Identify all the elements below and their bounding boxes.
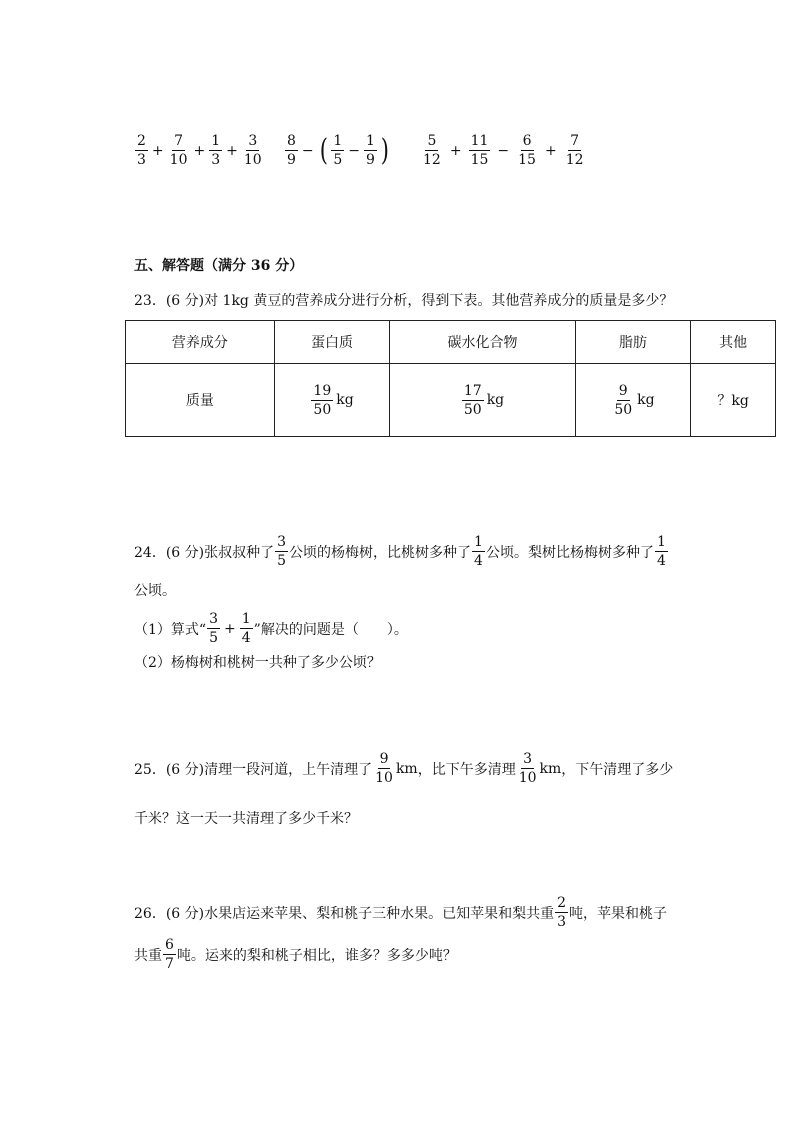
fraction: $\frac{7}{10}$ — [169, 133, 188, 168]
table-row-label: 质量 — [126, 364, 275, 437]
fraction: $\frac{1}{4}$ — [241, 611, 251, 646]
fraction: $\frac{11}{15}$ — [470, 133, 489, 168]
question-24-line-1: 24．(6 分)张叔叔种了 $\frac{3}{5}$ 公顷的杨梅树，比桃树多种了 $\frac{1}{4}$ 公顷。梨树比杨梅树多种了 $\frac{1}{4}$ — [134, 534, 666, 569]
table-header-cell: 营养成分 — [126, 321, 275, 364]
fraction: $\frac{1}{9}$ — [366, 133, 375, 168]
question-25-line-1: 25．(6 分)清理一段河道，上午清理了 $\frac{9}{10}$ km ，比下午多清理 $\frac{3}{10}$ km ，下午清理了多少 — [134, 751, 674, 786]
fraction: $\frac{1}{4}$ — [656, 534, 666, 569]
table-header-cell: 其他 — [691, 321, 776, 364]
question-26-line-1: 26．(6 分)水果店运来苹果、梨和桃子三种水果。已知苹果和梨共重 $\frac{2}{3}$ 吨，苹果和桃子 — [134, 895, 668, 930]
calc-expression-2: $\frac{8}{9}$ − ( $\frac{1}{5}$ − $\frac{1}{9}$ ) — [287, 132, 389, 168]
fraction: $\frac{6}{15}$ — [518, 133, 536, 168]
fraction: $\frac{6}{7}$ — [165, 937, 174, 972]
table-header-cell: 碳水化合物 — [390, 321, 575, 364]
table-cell: $\frac{19}{50}$ kg — [274, 364, 390, 437]
question-25-line-2: 千米？这一天一共清理了多少千米？ — [134, 811, 358, 827]
fraction: $\frac{1}{5}$ — [333, 133, 343, 168]
fraction: $\frac{3}{5}$ — [277, 534, 287, 569]
fraction: $\frac{9}{10}$ — [375, 751, 393, 786]
fraction: $\frac{8}{9}$ — [287, 133, 296, 168]
table-header-cell: 蛋白质 — [274, 321, 390, 364]
fraction: $\frac{1}{4}$ — [474, 534, 483, 569]
question-24-line-2: 公顷。 — [134, 583, 176, 599]
fraction: $\frac{3}{10}$ — [518, 751, 537, 786]
question-24-sub-2: （2）杨梅树和桃树一共种了多少公顷？ — [134, 655, 381, 671]
fraction: $\frac{5}{12}$ — [423, 133, 441, 168]
fraction: $\frac{3}{10}$ — [243, 133, 262, 168]
nutrition-table — [125, 320, 776, 437]
calc-expression-1: $\frac{2}{3}$ + $\frac{7}{10}$ + $\frac{1}{3}$ + $\frac{3}{10}$ — [137, 133, 262, 168]
table-cell: ？kg — [691, 364, 776, 437]
fraction: $\frac{3}{5}$ — [209, 611, 218, 646]
calc-expression-3: $\frac{5}{12}$ + $\frac{11}{15}$ − $\frac{6}{15}$ + $\frac{7}{12}$ — [423, 133, 584, 168]
fraction: $\frac{7}{12}$ — [565, 133, 584, 168]
table-row — [126, 364, 776, 437]
section-heading: 五、解答题（满分 36 分） — [134, 258, 304, 274]
question-24-sub-1: （1）算式“ $\frac{3}{5}$ + $\frac{1}{4}$ ”解决的问题是（ ）。 — [134, 611, 408, 646]
fraction: $\frac{2}{3}$ — [557, 895, 567, 930]
question-23-text: 23．(6 分)对 1kg 黄豆的营养成分进行分析，得到下表。其他营养成分的质量是多少？ — [134, 293, 674, 309]
fraction: $\frac{1}{3}$ — [211, 133, 221, 168]
table-header-cell: 脂肪 — [575, 321, 691, 364]
table-cell: $\frac{17}{50}$ kg — [390, 364, 575, 437]
fraction: $\frac{2}{3}$ — [137, 133, 146, 168]
table-header-row — [126, 321, 776, 364]
question-26-line-2: 共重 $\frac{6}{7}$ 吨。运来的梨和桃子相比，谁多？多多少吨？ — [134, 937, 457, 972]
table-cell: $\frac{9}{50}$ kg — [575, 364, 691, 437]
